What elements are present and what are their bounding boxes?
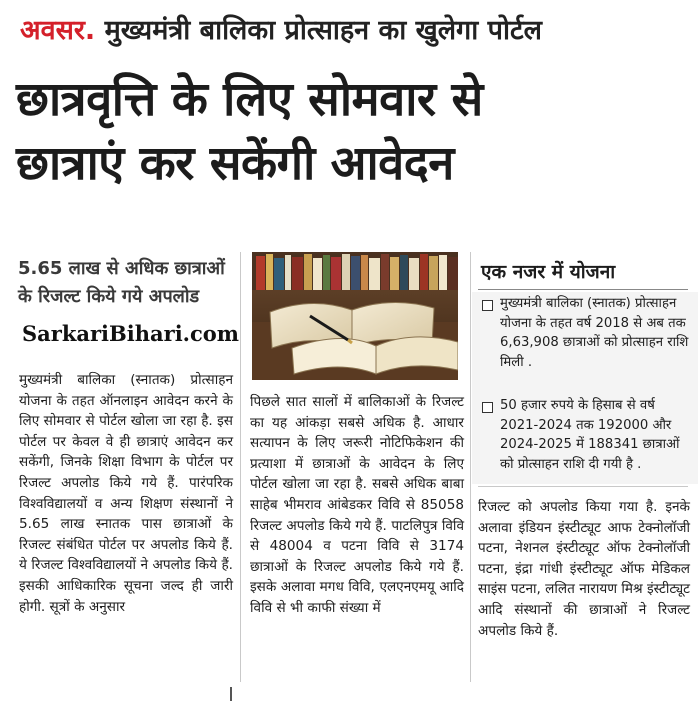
glance-bottom-rule xyxy=(478,486,688,487)
column-rule-2 xyxy=(470,252,471,682)
watermark: SarkariBihari.com xyxy=(22,321,240,346)
checkbox-bullet-icon xyxy=(482,402,493,413)
kicker-text: मुख्यमंत्री बालिका प्रोत्साहन का खुलेगा पोर्टल xyxy=(104,15,542,46)
glance-title-rule xyxy=(478,289,688,290)
article-column-3: रिजल्ट को अपलोड किया गया है. इनके अलावा इंडियन इंस्टीट्यूट आफ टेक्नोलॉजी पटना, नेशनल इंस्टीट्यूट ऑफ टेक्नोलॉजी पटना, इंद्रा गांधी इंस्टीट्यूट ऑफ मेडिकल साइंस पटना, ललित नारायण मिश्र इंस्टीट्यूट आदि संस्थानों की छात्राओं ने रिजल्ट अपलोड किये हैं. xyxy=(478,499,690,639)
glance-item-1: मुख्यमंत्री बालिका (स्नातक) प्रोत्साहन योजना के तहत वर्ष 2018 से अब तक 6,63,908 छात्राओं को प्रोत्साहन राशि मिली . xyxy=(500,296,689,370)
bottom-tick xyxy=(230,687,232,701)
glance-title: एक नजर में योजना xyxy=(481,261,616,283)
books-illustration xyxy=(252,252,458,380)
glance-item-2: 50 हजार रुपये के हिसाब से वर्ष 2021-2024 तक 192000 और 2024-2025 में 188341 छात्राओं को प्रोत्साहन राशि दी गयी है . xyxy=(500,398,680,472)
headline xyxy=(16,68,688,196)
kicker-line xyxy=(20,8,690,54)
subheading xyxy=(18,255,238,311)
headline-line-2: छात्राएं कर सकेंगी आवेदन xyxy=(16,136,454,191)
books-photo xyxy=(252,252,458,380)
column-rule-1 xyxy=(240,252,241,682)
headline-line-1: छात्रवृत्ति के लिए सोमवार से xyxy=(16,72,483,127)
subheading-line-2: के रिजल्ट किये गये अपलोड xyxy=(18,286,200,307)
article-column-2: पिछले सात सालों में बालिकाओं के रिजल्ट का यह आंकड़ा सबसे अधिक है. आधार सत्यापन के लिए जरूरी नोटिफिकेशन की प्रत्याशा में छात्राओं के आवेदन के लिए पोर्टल खोला जा रहा है. सबसे अधिक बाबा साहेब भीमराव आंबेडकर विवि से 85058 रिजल्ट अपलोड किये गये हैं. पाटलिपुत्र विवि से 48004 व पटना विवि से 3174 छात्राओं के रिजल्ट अपलोड किये गये हैं. इसके अलावा मगध विवि, एलएनएमयू आदि विवि से भी काफी संख्या में xyxy=(250,394,464,616)
article-column-1: मुख्यमंत्री बालिका (स्नातक) प्रोत्साहन योजना के तहत ऑनलाइन आवेदन करने के लिए सोमवार से पोर्टल खोला जा रहा है. इस पोर्टल पर केवल वे ही छात्राएं आवेदन कर सकेंगी, जिनके शिक्षा विभाग के पोर्टल पर रिजल्ट अपलोड किये गये हैं. पारंपरिक विश्वविद्यालयों व अन्य शिक्षण संस्थानों ने 5.65 लाख स्नातक पास छात्राओं के रिजल्ट संबंधित पोर्टल पर अपलोड किये हैं. ये रिजल्ट विश्वविद्यालयों ने अपलोड किये हैं. इसकी आधिकारिक सूचना जल्द ही जारी होगी. सूत्रों के अनुसार xyxy=(19,372,233,615)
checkbox-bullet-icon xyxy=(482,300,493,311)
kicker-tag: अवसर. xyxy=(20,15,96,46)
subheading-line-1: 5.65 लाख से अधिक छात्राओं xyxy=(18,258,225,279)
